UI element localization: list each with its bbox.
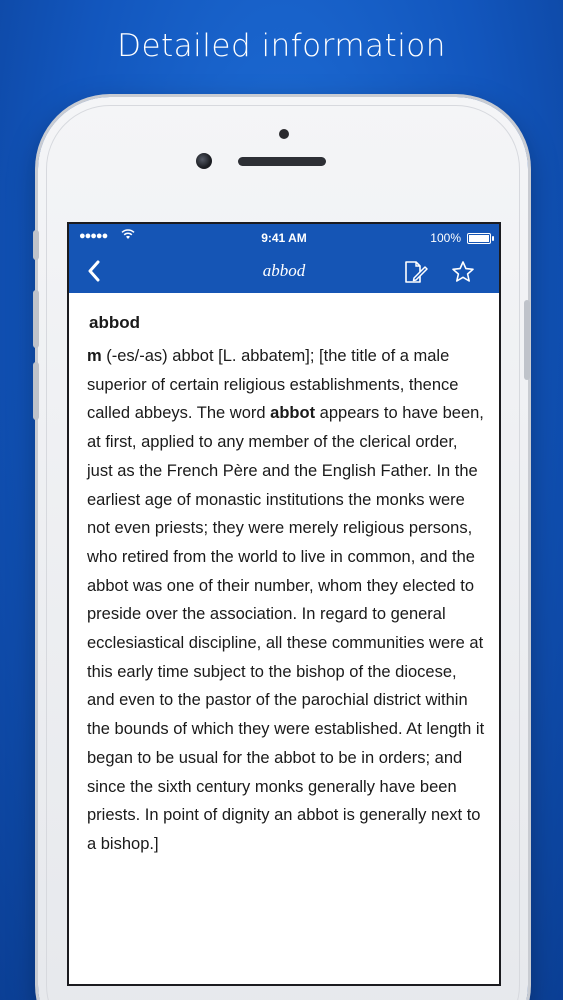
definition-text-part2: appears to have been, at first, applied to any member of the clerical order, just as the French Père and the English Father. In the earliest age of monastic institutions the monks were not even priests; they were merely religious persons, who retired from the world to live in common, and the abbot was one of their number, whom they elected to preside over the association. In regard to general ecclesiastical discipline, all these communities were at this early time subject to the bishop of the diocese, and even to the pastor of the parochial district within the bounds of which they were established. At length it began to be usual for the abbot to be in orders; and since the sixth century monks generally have been priests. In point of dignity an abbot is generally next to a bishop.] [87,404,485,853]
front-camera [196,153,212,169]
status-bar [69,224,499,250]
status-time: 9:41 AM [261,231,307,245]
favorite-button[interactable] [447,256,479,288]
edit-note-button[interactable] [399,256,431,288]
definition-bold-word: abbot [270,404,316,423]
edit-note-icon [402,259,428,285]
phone-volume-down [33,362,39,420]
navigation-bar [69,250,499,293]
entry-content [87,310,487,859]
battery-icon [467,233,491,244]
earpiece-speaker [238,157,326,166]
entry-gender: m [87,347,102,365]
definition-text-part1: (-es/-as) abbot [L. abbatem]; [the title of a male superior of certain religious establishments, thence called abbeys. The word [87,347,459,423]
promo-headline: Detailed information [117,28,446,64]
proximity-sensor [279,129,289,139]
signal-strength-icon: ●●●●● [79,230,108,242]
entry-definition [87,342,487,859]
battery-percent: 100% [430,231,461,245]
phone-power-button [524,300,530,380]
entry-headword: abbod [89,313,140,332]
phone-mute-switch [33,230,39,260]
app-screen [67,222,501,986]
star-icon [451,260,475,284]
page-title: abbod [262,261,306,280]
phone-volume-up [33,290,39,348]
